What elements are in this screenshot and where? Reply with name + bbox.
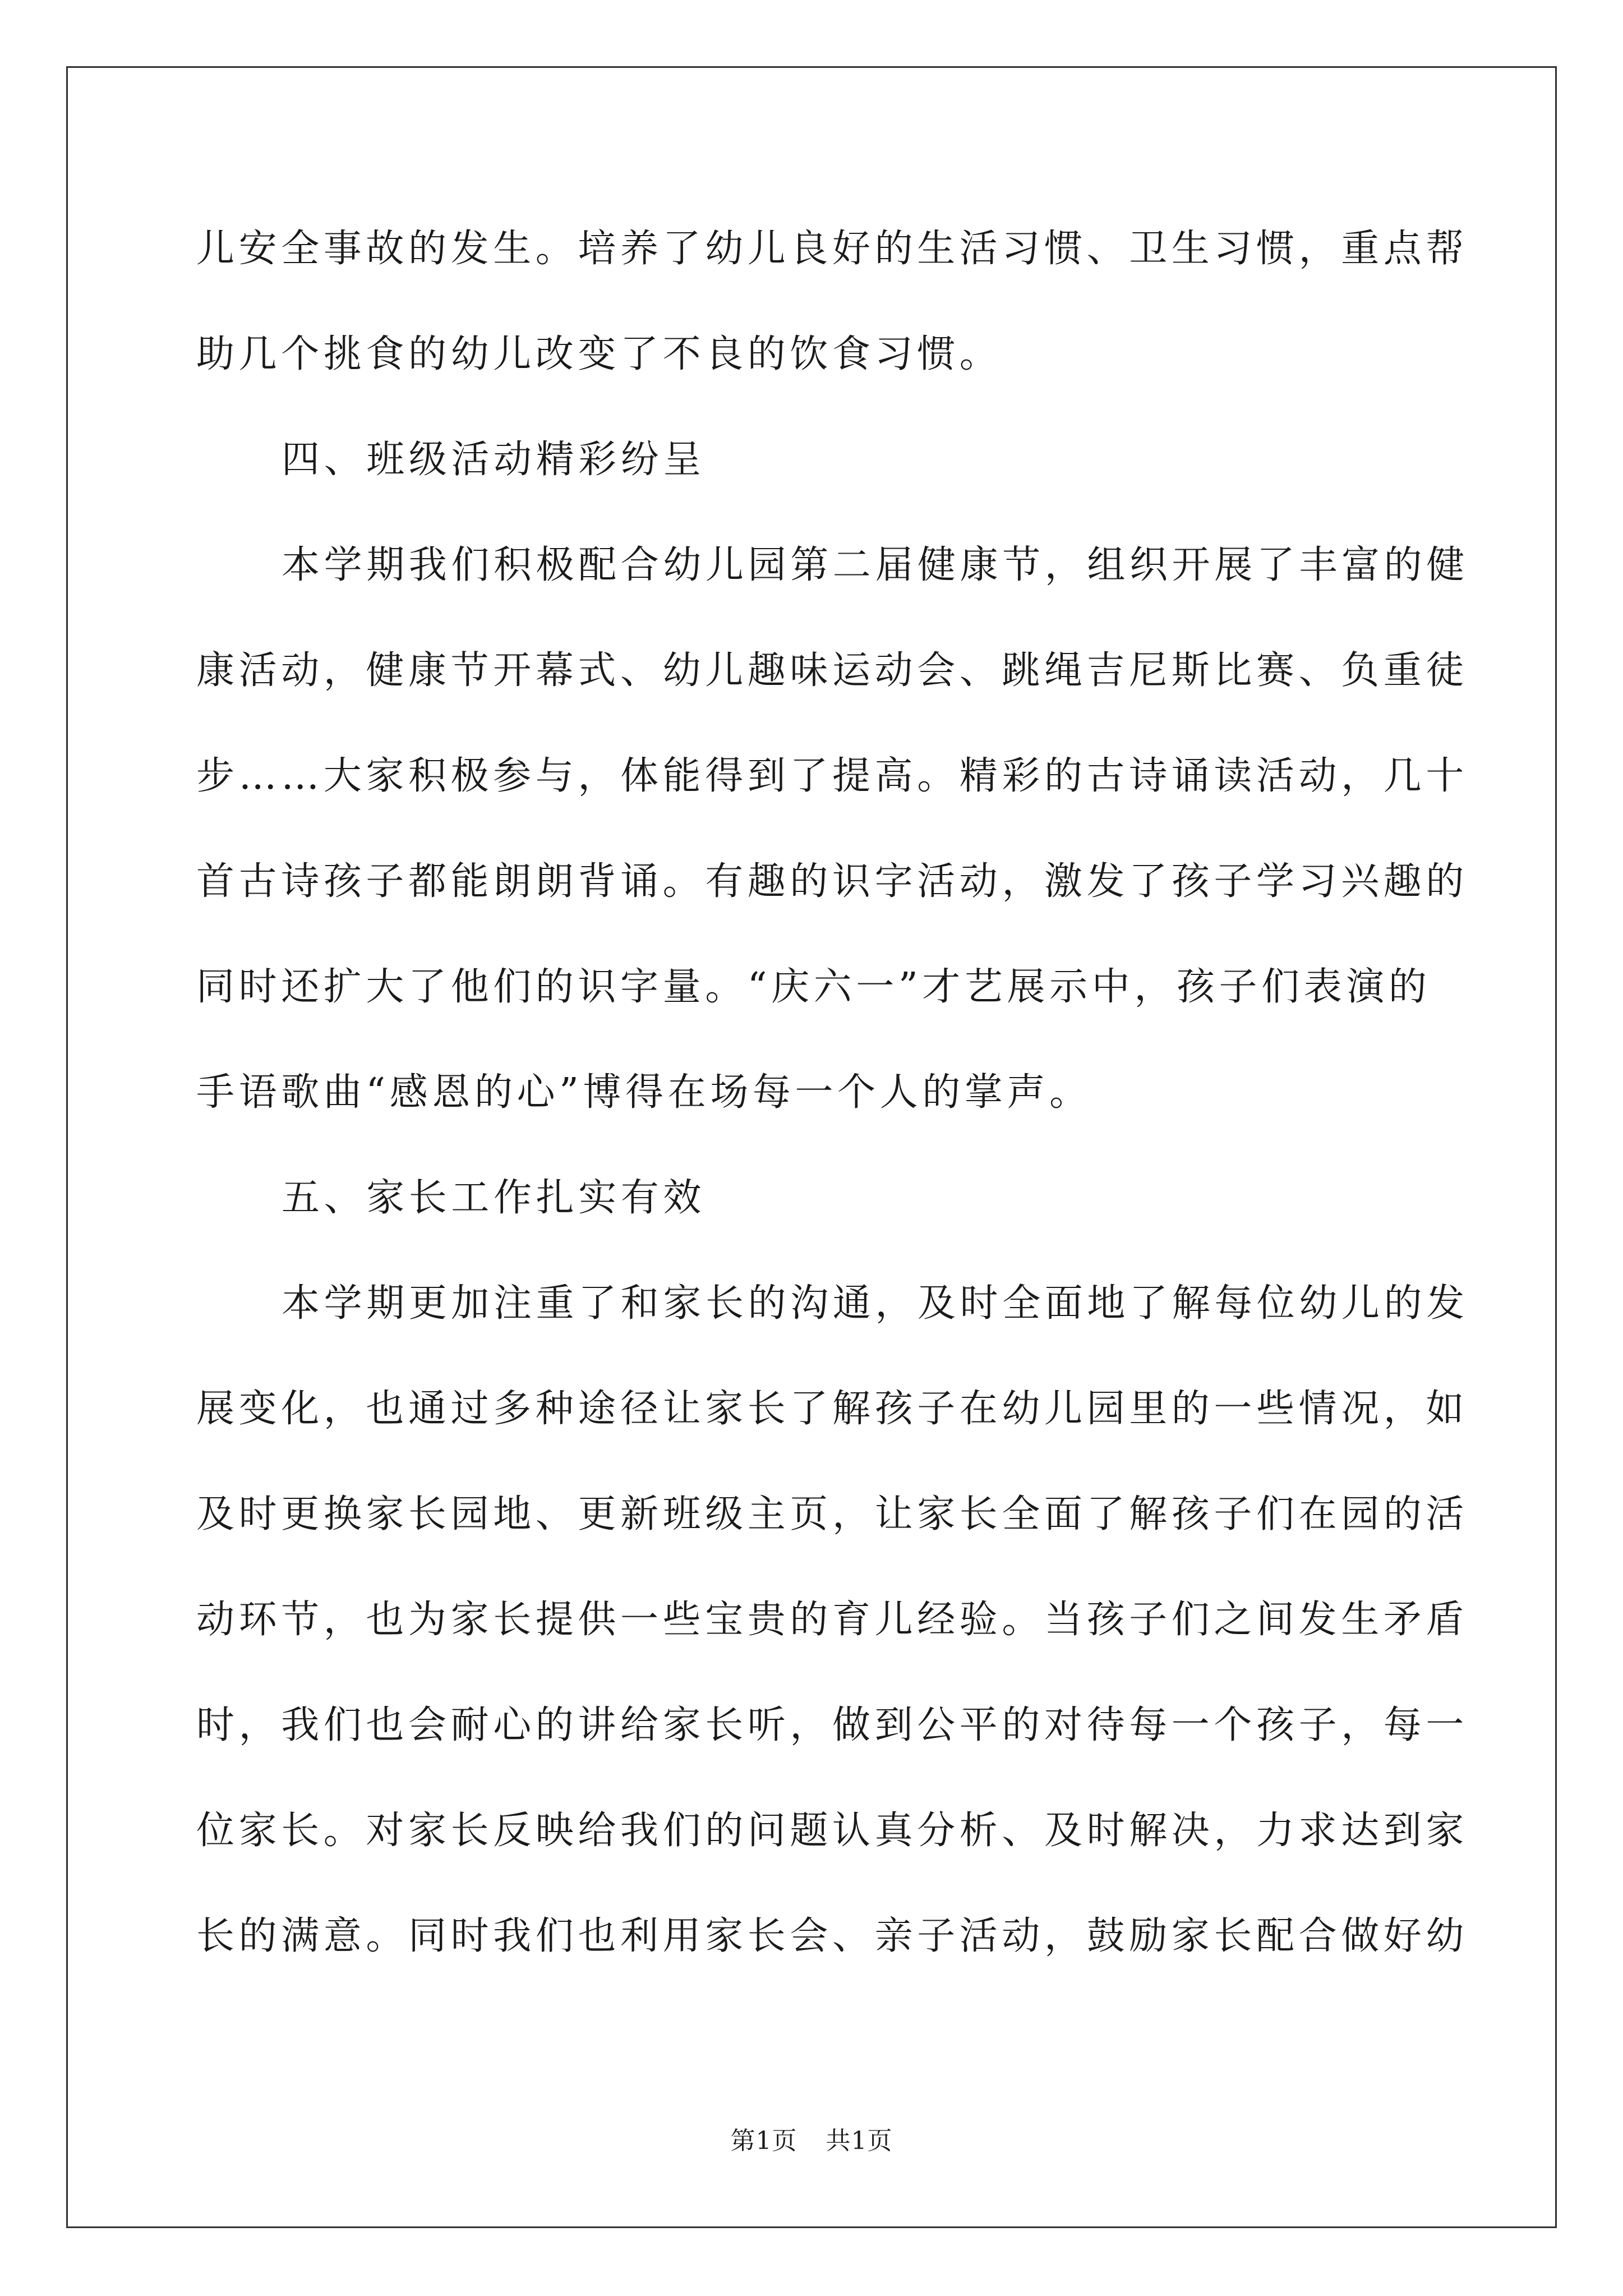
page-footer <box>0 2120 1623 2156</box>
text-line: 动环节，也为家长提供一些宝贵的育儿经验。当孩子们之间发生矛盾 <box>196 1598 1469 1642</box>
text-line: 及时更换家长园地、更新班级主页，让家长全面了解孩子们在园的活 <box>196 1492 1469 1536</box>
paragraph-start-line: 本学期更加注重了和家长的沟通，及时全面地了解每位幼儿的发 <box>282 1281 1469 1326</box>
text-line: 首古诗孩子都能朗朗背诵。有趣的识字活动，激发了孩子学习兴趣的 <box>196 859 1469 904</box>
text-line: 康活动，健康节开幕式、幼儿趣味运动会、跳绳吉尼斯比赛、负重徒 <box>196 648 1469 693</box>
text-line: 儿安全事故的发生。培养了幼儿良好的生活习惯、卫生习惯，重点帮 <box>196 227 1469 271</box>
section-heading: 四、班级活动精彩纷呈 <box>282 438 706 482</box>
text-line: 手语歌曲“感恩的心”博得在场每一个人的掌声。 <box>196 1070 1092 1115</box>
text-line: 时，我们也会耐心的讲给家长听，做到公平的对待每一个孩子，每一 <box>196 1703 1469 1747</box>
text-line: 步……大家积极参与，体能得到了提高。精彩的古诗诵读活动，几十 <box>196 754 1469 798</box>
page-number-current: 第1页 <box>730 2127 797 2155</box>
text-line: 展变化，也通过多种途径让家长了解孩子在幼儿园里的一些情况，如 <box>196 1387 1469 1431</box>
text-line: 位家长。对家长反映给我们的问题认真分析、及时解决，力求达到家 <box>196 1809 1469 1853</box>
text-line: 同时还扩大了他们的识字量。“庆六一”才艺展示中，孩子们表演的 <box>196 965 1431 1009</box>
document-body <box>196 212 1469 2005</box>
text-line: 助几个挑食的幼儿改变了不良的饮食习惯。 <box>196 332 1002 376</box>
text-line: 长的满意。同时我们也利用家长会、亲子活动，鼓励家长配合做好幼 <box>196 1914 1469 1958</box>
paragraph-start-line: 本学期我们积极配合幼儿园第二届健康节，组织开展了丰富的健 <box>282 543 1469 587</box>
page-number-total: 共1页 <box>826 2127 893 2155</box>
section-heading: 五、家长工作扎实有效 <box>282 1176 706 1220</box>
